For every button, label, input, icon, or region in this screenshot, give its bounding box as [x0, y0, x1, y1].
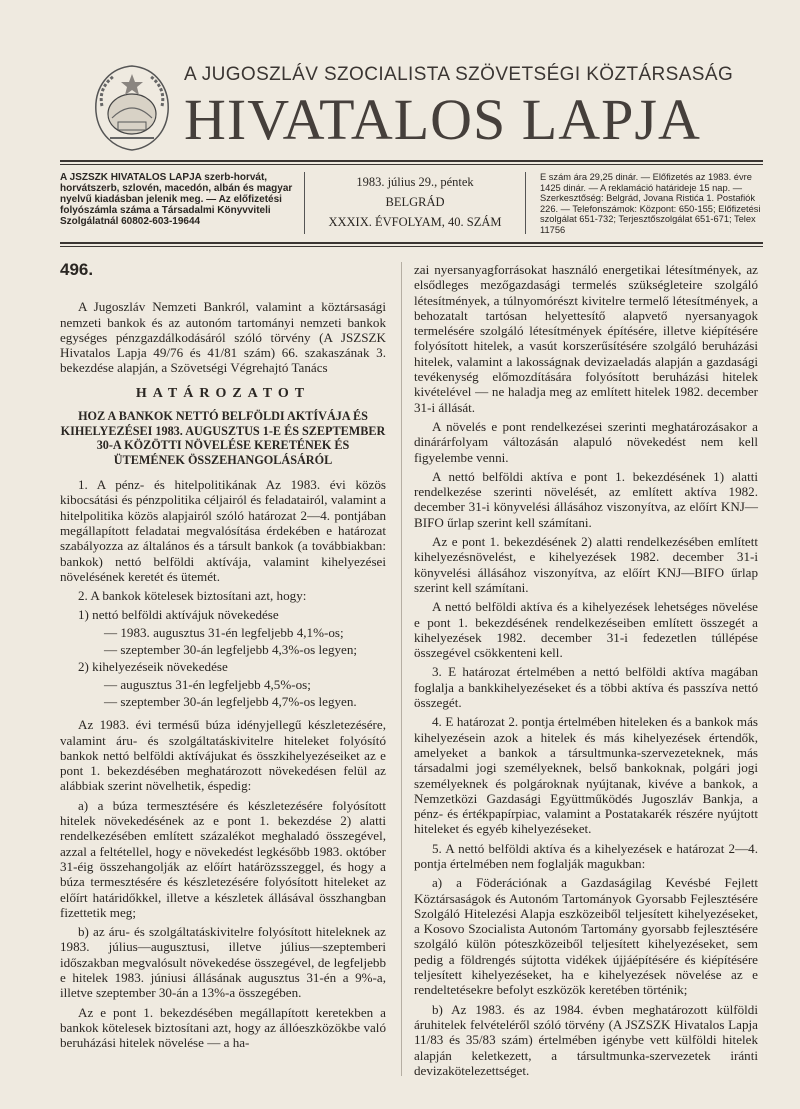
- list-item: — szeptember 30-án legfeljebb 4,3%-os legyen;: [104, 642, 358, 658]
- paragraph: a) a Föderációnak a Gazdaságilag Kevésbé Fejlett Köztársaságok és Autonóm Tartományok Gyorsabb Fejlesztésére Szolgáló Hitelezési Alapja eszközeiből teljesített kihelyezéseket, a Kosovo Szocialista Autonóm Tartomány gyorsabb fejlesztésére szolgáló külön póteszközeiből teljesített kihelyezéseket, sem pedig a földrengés sújtotta vidékek újjáépítésére és kiépítésére teljesített kihelyezéseket, ha e kihelyezések növelése az e rendeltetésekre befolyt eszközök keretében történik;: [414, 875, 758, 998]
- paragraph: b) az áru- és szolgáltatáskivitelre folyósított hiteleknek az 1983. július—augusztusi, illetve július—szeptemberi időszakban megvalósult növekedése összegével, de legfeljebb e hitelek 1983. júniusi állásának augusztus 31-én a 9%-a, illetve szeptember 30-án a 13%-a összegében.: [60, 924, 386, 1001]
- issue-info: [304, 172, 526, 234]
- paragraph: 4. E határozat 2. pontja értelmében hiteleken és a bankok más kihelyezésein azok a hitelek és más kihelyezések értendők, amelyeket a bankok a társultmunka-szervezeteknek, más társadalmi jogi személyeknek, belső bankoknak, polgári jogi személyeknek és polgároknak nyújtanak, kivéve a bankok, a Nemzetközi Gazdasági Együttműködés Jugoszláv Bankja, a pénz- és értékpapírpiac, valamint a Postatakarék részére nyújtott hiteleket és egyéb kihelyezéseket.: [414, 714, 758, 837]
- column-separator: [401, 262, 402, 1076]
- right-column: [414, 262, 758, 1082]
- publisher-note: A JSZSZK HIVATALOS LAPJA szerb-horvát, horvátszerb, szlovén, macedón, albán és magyar nyelvű kiadásban jelenik meg. — Az előfizetési folyószámla száma a Társadalmi Könyvviteli Szolgálatnál 60802-603-19644: [60, 172, 293, 227]
- issue-place: BELGRÁD: [385, 195, 445, 209]
- list-item: — szeptember 30-án legfeljebb 4,7%-os legyen.: [104, 693, 357, 709]
- paragraph: A nettó belföldi aktíva e pont 1. bekezdésének 1) alatti rendelkezése szerinti növelését, az említett aktíva 1982. december 31-i könyvelési állásához viszonyítva, az előírt KNJ—BIFO űrlap szerint kell számítani.: [414, 468, 758, 530]
- subscription-info: E szám ára 29,25 dinár. — Előfizetés az 1983. évre 1425 dinár. — A reklamáció határideje 15 nap. — Szerkesztőség: Belgrád, Jovana Ristića 1. Postafiók 226. — Telefonszámok: Központ: 650-155; Előfizetési szolgálat 651-732; Terjesztőszolgálat 651-671; Telex 11756: [540, 172, 761, 235]
- masthead-rule-top-thin: [60, 164, 763, 165]
- masthead-rule-bottom: [60, 242, 763, 244]
- gazette-title: HIVATALOS LAPJA: [184, 87, 701, 152]
- paragraph: Az e pont 1. bekezdésében megállapított keretekben a bankok kötelesek biztosítani azt, hogy az állóeszközökbe való beruházási hitelek növelése — a ha-: [60, 1004, 386, 1051]
- paragraph: a) a búza termesztésére és készletezésére folyósított hitelek növekedésének az e pont 1. bekezdése 2) alatti rendelkezésében említett százalékot meghaladó összegével, azzal a feltétellel, hogy e növekedést legkésőbb 1983. október 31-éig összehangolják az előírt határözsszeggel, és hogy a búza termesztésére és készletezésére folyósított hiteleket az előírt határidőkkel, illetve a készletek állásával összhangban fizettetik meg;: [60, 797, 386, 920]
- coat-of-arms-emblem: [88, 58, 176, 154]
- paragraph: zai nyersanyagforrásokat használó energetikai létesítmények, az elsődleges mezőgazdasági termelés szükségleteire szolgáló létesítmények, a túlnyomórészt kivitelre termelő létesítmények, a behozatalt tartósan helyettesítő alapvető nyersanyagok termelésére szolgáló létesítmények építésére, illetve kiépítésére folyósított hitelek, a vasút korszerűsítésére szolgáló beruházási hitelek, valamint a lakosságnak devizaeladás alapján a gazdasági tevékenység előmozdítására folyósított beruházási hitelek kivételével — ne haladja meg az említett hitelek 1982. december 31-i állását.: [414, 262, 758, 415]
- paragraph: 1. A pénz- és hitelpolitikának Az 1983. évi közös kibocsátási és pénzpolitika céljairól és feladatairól, valamint a hitelpolitika közös alapjairól szóló határozat 2—4. pontjában megállapított feladatai megvalósítása érdekében e határozat szabályozza az általános és a társult bankok (a továbbiakban: bankok) nettó belföldi aktívája, valamint kihelyezései növelésének keretét és ütemét.: [60, 477, 386, 584]
- decision-heading: HATÁROZATOT: [135, 385, 311, 401]
- issue-date: 1983. július 29., péntek: [356, 175, 474, 189]
- paragraph: Az e pont 1. bekezdésének 2) alatti rendelkezésében említett kihelyezésnövelést, e kihelyezések 1982. december 31-i könyvelési állásához viszonyítva, az előírt KNJ—BIFO űrlap szerint kell számítani.: [414, 534, 758, 595]
- list-item: — 1983. augusztus 31-én legfeljebb 4,1%-os;: [104, 624, 344, 640]
- paragraph: 5. A nettó belföldi aktíva és a kihelyezések e határozat 2—4. pontja értelmében nem foglalják magukban:: [414, 840, 758, 871]
- list-item: 1) nettó belföldi aktívájuk növekedése: [78, 607, 279, 623]
- paragraph: Az 1983. évi termésű búza idényjellegű készletezésére, valamint áru- és szolgáltatáskivitelre hiteleket folyósító bankok nettó belföldi aktívájukat és összkihelyezéseiket az e pont 1. bekezdésében meghatározott növekedésen felül az alábbiak szerint növelhetik, éspedig:: [60, 717, 386, 794]
- masthead-rule-top: [60, 160, 763, 162]
- paragraph: 2. A bankok kötelesek biztosítani azt, hogy:: [78, 588, 307, 604]
- masthead-rule-bottom-thin: [60, 246, 763, 247]
- issue-volume: XXXIX. ÉVFOLYAM, 40. SZÁM: [328, 215, 502, 229]
- list-item: 2) kihelyezéseik növekedése: [78, 659, 228, 675]
- country-name: A JUGOSZLÁV SZOCIALISTA SZÖVETSÉGI KÖZTÁRSASÁG: [184, 64, 734, 85]
- paragraph: b) Az 1983. és az 1984. évben meghatározott külföldi áruhitelek felvételéről szóló törvény (A JSZSZK Hivatalos Lapja 11/83 és 35/83 szám) értelmében igénybe vett külföldi hitelek alapján keletkezett, a társultmunka-szervezetek iránti devizakötelezettséget.: [414, 1001, 758, 1078]
- decision-subheading: HOZ A BANKOK NETTÓ BELFÖLDI AKTÍVÁJA ÉS KIHELYEZÉSEI 1983. AUGUSZTUS 1-E ÉS SZEPTEMBER 30-A KÖZÖTTI NÖVELÉSE KERETÉNEK ÉS ÜTEMÉNEK ÖSSZEHANGOLÁSÁRÓL: [60, 409, 386, 467]
- list-item: — augusztus 31-én legfeljebb 4,5%-os;: [104, 676, 311, 692]
- paragraph: A nettó belföldi aktíva és a kihelyezések lehetséges növelése e pont 1. bekezdésének rendelkezéseiben említett összegét a kihelyezések 1982. december 31-i fedezetlen túllépése összegével csökkenteni kell.: [414, 599, 758, 661]
- intro-paragraph: A Jugoszláv Nemzeti Bankról, valamint a köztársasági nemzeti bankok és az autonóm tartományi nemzeti bankok egységes pénzgazdálkodásáról szóló törvény (A JSZSZK Hivatalos Lapja 49/76 és 41/81 szám) 66. szakaszának 3. bekezdése alapján, a Szövetségi Végrehajtó Tanács: [60, 299, 386, 376]
- left-column: [60, 262, 386, 1054]
- paragraph: 3. E határozat értelmében a nettó belföldi aktíva magában foglalja a bankkihelyezéseket és a többi aktíva és passzíva nettó összegét.: [414, 664, 758, 711]
- paragraph: A növelés e pont rendelkezései szerinti meghatározásakor a dinárárfolyam változásán alapuló növekedést nem kell figyelembe venni.: [414, 418, 758, 465]
- document-number: 496.: [60, 260, 94, 279]
